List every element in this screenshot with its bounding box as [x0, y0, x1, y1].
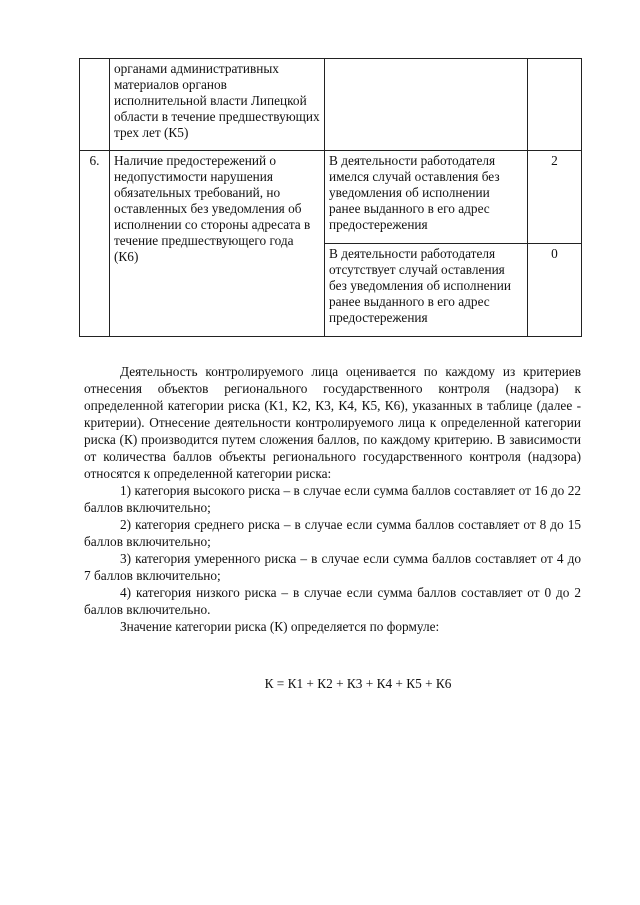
criterion-description: Наличие предостережений о недопустимости нарушения обязательных требований, но оставленных без уведомления об исполнении со стороны адресата в течение предшествующего года (К6): [110, 151, 325, 337]
criterion-points: 2: [528, 151, 582, 244]
criterion-condition: В деятельности работодателя имелся случай оставления без уведомления об исполнении ранее выданного в его адрес предостережения: [325, 151, 528, 244]
paragraph: Значение категории риска (К) определяется по формуле:: [120, 619, 440, 634]
paragraph: Деятельность контролируемого лица оценивается по каждому из критериев отнесения объектов регионального государственного контроля (надзора) к определенной категории риска (К1, К2, К3, К4, К5, К6), указанных в таблице (далее - критерии). Отнесение деятельности контролируемого лица к определенной категории риска (К) производится путем сложения баллов, по каждому критерию. В зависимости от количества баллов объекты регионального государственного контроля (надзора) относятся к определенной категории риска:: [84, 364, 581, 481]
table-row: [80, 59, 582, 151]
risk-formula: К = К1 + К2 + К3 + К4 + К5 + К6: [264, 676, 452, 691]
paragraph: 2) категория среднего риска – в случае если сумма баллов составляет от 8 до 15 баллов включительно;: [84, 517, 581, 549]
criterion-description: органами административных материалов органов исполнительной власти Липецкой области в течение предшествующих трех лет (К5): [110, 59, 325, 151]
row-number: 6.: [80, 151, 110, 337]
row-number: [80, 59, 110, 151]
paragraph: 3) категория умеренного риска – в случае если сумма баллов составляет от 4 до 7 баллов включительно;: [84, 551, 581, 583]
criterion-condition: В деятельности работодателя отсутствует случай оставления без уведомления об исполнении ранее выданного в его адрес предостережения: [325, 244, 528, 337]
table-row: [80, 151, 582, 244]
criteria-table: [79, 58, 582, 337]
criterion-points: 0: [528, 244, 582, 337]
paragraph: 4) категория низкого риска – в случае если сумма баллов составляет от 0 до 2 баллов включительно.: [84, 585, 581, 617]
paragraph: 1) категория высокого риска – в случае если сумма баллов составляет от 16 до 22 баллов включительно;: [84, 483, 581, 515]
criterion-condition: [325, 59, 528, 151]
body-text: [84, 363, 581, 635]
criterion-points: [528, 59, 582, 151]
